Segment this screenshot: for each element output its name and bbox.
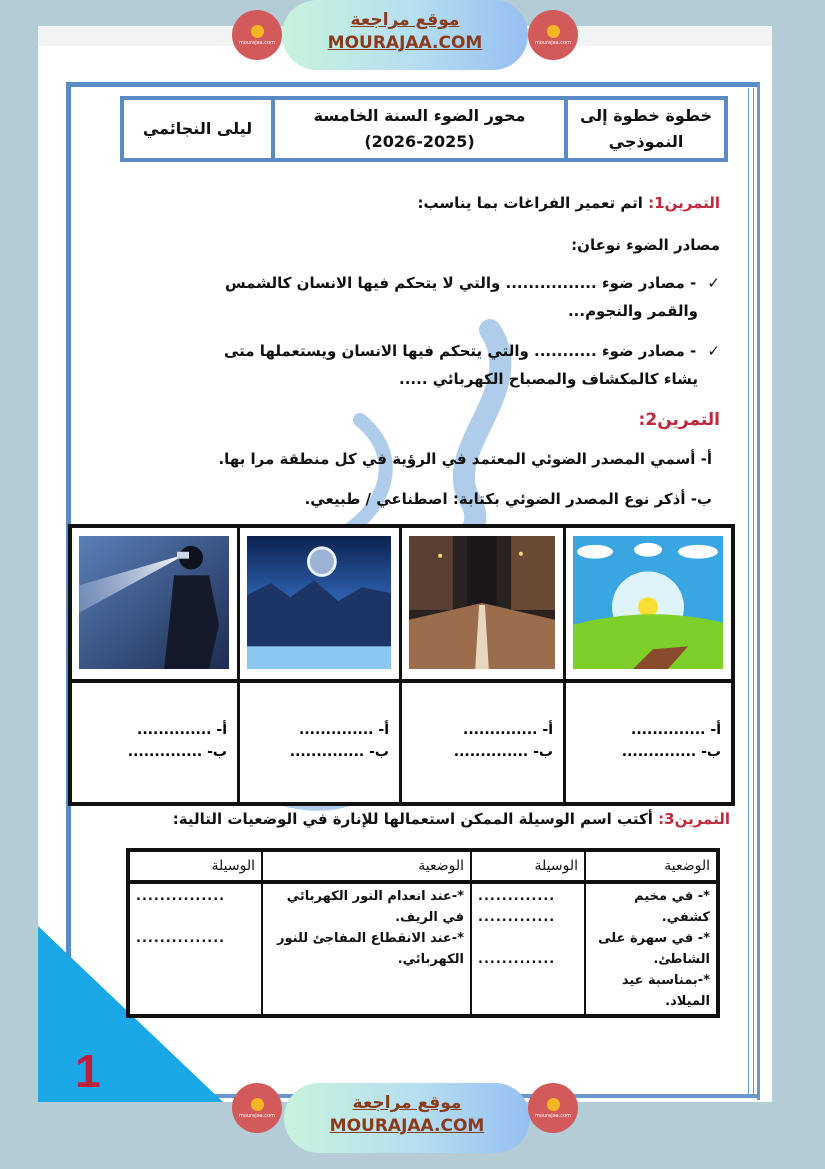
exercise-1-item-2 [224, 342, 720, 360]
answer-b-field[interactable]: ب- .............. [289, 744, 389, 760]
image-cell-moon [237, 528, 399, 679]
answer-b-field[interactable]: ب- .............. [453, 744, 553, 760]
situation-item: *-عند انعدام النور الكهربائي في الريف. [286, 889, 464, 925]
tool-answer-field[interactable]: ............... [136, 931, 226, 946]
checkmark-icon: ✓ [707, 342, 720, 360]
sunny-landscape-image [573, 536, 723, 669]
exercise-2-question-a: أ- أسمي المصدر الضوئي المعتمد في الرؤية في كل منطقة مرا بها. [218, 450, 712, 468]
header-school-year: (2026-2025) [364, 132, 475, 151]
exercise-2-question-b: ب- أذكر نوع المصدر الضوئي بكتابة: اصطناعي / طبيعي. [304, 490, 712, 508]
situations-table [126, 848, 720, 1018]
site-logo-right[interactable]: mourajaa.com [528, 10, 578, 60]
header-table [120, 96, 728, 162]
column-header-tool: الوسيلة [128, 850, 262, 882]
exercise-1-item-2-line2: يشاء كالمكشاف والمصباح الكهربائي ..... [399, 370, 698, 388]
exercise-2 [120, 410, 720, 520]
logo-badge-icon [251, 25, 264, 38]
column-header-situation: الوضعية [262, 850, 471, 882]
answer-cell-headlamp [72, 679, 237, 802]
exercise-3-heading [110, 810, 730, 836]
answer-a-field[interactable]: أ- .............. [631, 722, 721, 738]
exercise-2-heading [639, 410, 720, 430]
logo-badge-icon [251, 1098, 264, 1111]
exercise-1-intro: مصادر الضوء نوعان: [571, 236, 720, 254]
answer-a-field[interactable]: أ- .............. [137, 722, 227, 738]
answer-cell-moon [237, 679, 399, 802]
answer-a-field[interactable]: أ- .............. [299, 722, 389, 738]
site-logo-right-bottom[interactable]: mourajaa.com [528, 1083, 578, 1133]
image-cell-headlamp [72, 528, 237, 679]
answer-b-field[interactable]: ب- .............. [621, 744, 721, 760]
column-header-situation: الوضعية [585, 850, 718, 882]
answer-cell-sun [563, 679, 731, 802]
header-subject [271, 100, 564, 158]
logo-badge-icon [547, 25, 560, 38]
page-border-inner [748, 88, 754, 1098]
exercise-1-item-1-line1: - مصادر ضوء ................ والتي لا يتحكم فيها الانسان كالشمس [224, 274, 697, 292]
exercise-3-instruction: أكتب اسم الوسيلة الممكن استعمالها للإنارة في الوضعيات التالية: [172, 810, 653, 828]
exercise-2-image-table [68, 524, 735, 806]
exercise-2-label: التمرين2: [638, 410, 720, 430]
night-street-image [409, 536, 555, 669]
exercise-1-label: التمرين1: [648, 194, 720, 212]
column-header-tool: الوسيلة [471, 850, 585, 882]
tool-answer-field[interactable]: ............. [478, 910, 556, 925]
situations-right [585, 882, 718, 1016]
situation-item: *-بمناسبة عيد الميلاد. [621, 973, 710, 1009]
exercise-1-item-1 [225, 274, 720, 292]
tools-right [471, 882, 585, 1016]
header-author: ليلى النجائمي [142, 119, 253, 138]
moon-mountains-image [247, 536, 391, 669]
exercise-1-heading [418, 194, 720, 212]
exercise-1-item-2-line1: - مصادر ضوء ........... والتي يتحكم فيها الانسان ويستعملها متى [224, 342, 697, 360]
header-series-title: خطوة خطوة إلى النموذجي [564, 100, 724, 158]
headlamp-person-image [79, 536, 229, 669]
logo-badge-icon [547, 1098, 560, 1111]
situations-left [262, 882, 471, 1016]
tool-answer-field[interactable]: ............... [136, 889, 226, 904]
situation-item: *- في مخيم كشفي. [634, 889, 710, 925]
tools-left [128, 882, 262, 1016]
exercise-1-instruction: اتم تعمير الفراغات بما يناسب: [417, 194, 643, 212]
site-logo-left-bottom[interactable]: mourajaa.com [232, 1083, 282, 1133]
header-subject-line1: محور الضوء السنة الخامسة [313, 106, 526, 125]
answer-cell-street [399, 679, 563, 802]
page-number: 1 [75, 1045, 101, 1097]
image-cell-sun [563, 528, 731, 679]
exercise-1 [120, 194, 720, 404]
exercise-3-label: التمرين3: [658, 810, 730, 828]
exercise-1-item-1-line2: والقمر والنجوم... [567, 302, 698, 320]
site-banner-bottom[interactable]: موقع مراجعة MOURAJAA.COM [284, 1083, 530, 1153]
tool-answer-field[interactable]: ............. [478, 889, 556, 904]
image-cell-street [399, 528, 563, 679]
answer-a-field[interactable]: أ- .............. [463, 722, 553, 738]
answer-b-field[interactable]: ب- .............. [127, 744, 227, 760]
checkmark-icon: ✓ [707, 274, 720, 292]
site-banner-top[interactable]: موقع مراجعة MOURAJAA.COM [282, 0, 528, 70]
site-logo-left[interactable]: mourajaa.com [232, 10, 282, 60]
tool-answer-field[interactable]: ............. [478, 952, 556, 967]
situation-item: *- في سهرة على الشاطئ. [598, 931, 710, 967]
situation-item: *-عند الانقطاع المفاجئ للنور الكهربائي. [277, 931, 464, 967]
